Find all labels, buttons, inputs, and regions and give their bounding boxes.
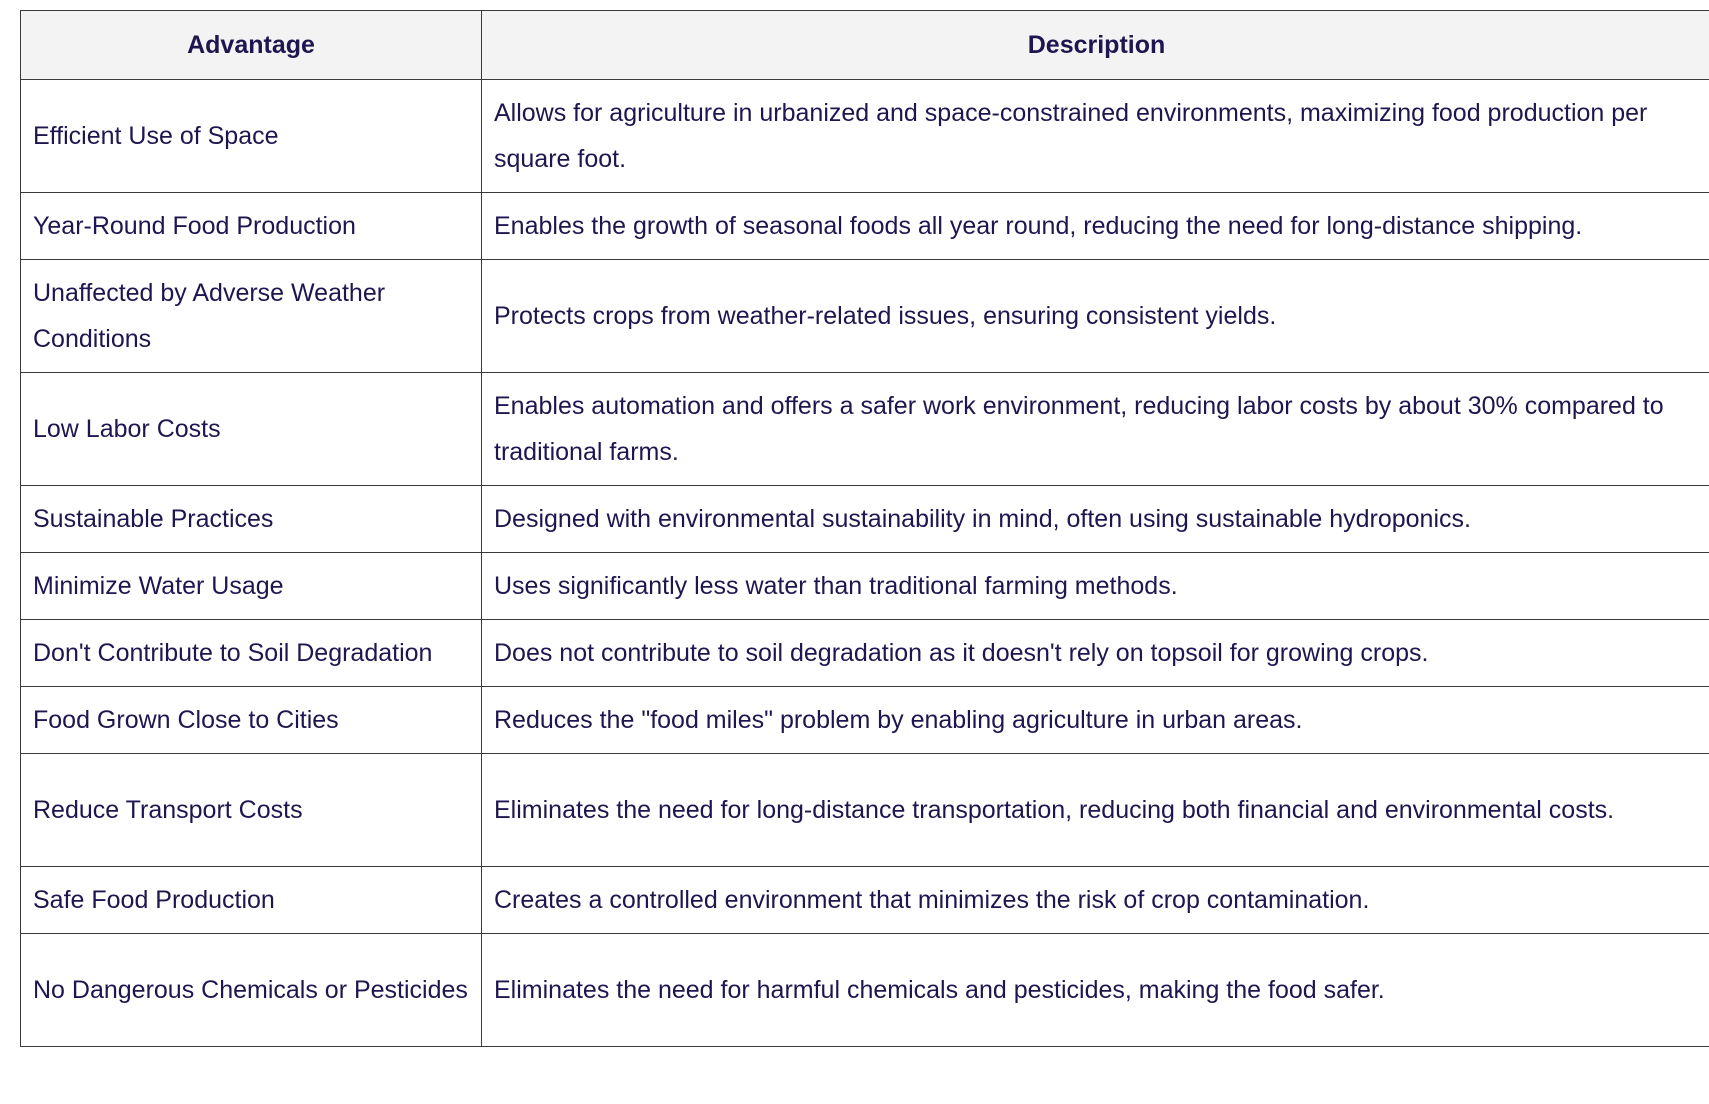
table-header: [21, 11, 1709, 80]
table-row: [21, 754, 1709, 867]
table-row: [21, 934, 1709, 1047]
advantage-cell: Year-Round Food Production: [21, 193, 482, 260]
advantage-cell: Minimize Water Usage: [21, 553, 482, 620]
advantages-table-container: [20, 10, 1709, 1047]
description-cell: Uses significantly less water than traditional farming methods.: [482, 553, 1709, 620]
table-row: [21, 193, 1709, 260]
header-description: Description: [482, 11, 1709, 80]
description-cell: Eliminates the need for long-distance transportation, reducing both financial and environmental costs.: [482, 754, 1709, 867]
table-row: [21, 373, 1709, 486]
description-cell: Reduces the "food miles" problem by enabling agriculture in urban areas.: [482, 687, 1709, 754]
advantage-cell: Unaffected by Adverse Weather Conditions: [21, 260, 482, 373]
table-row: [21, 80, 1709, 193]
table-row: [21, 620, 1709, 687]
description-cell: Enables automation and offers a safer work environment, reducing labor costs by about 30% compared to traditional farms.: [482, 373, 1709, 486]
advantage-cell: Low Labor Costs: [21, 373, 482, 486]
description-cell: Enables the growth of seasonal foods all year round, reducing the need for long-distance shipping.: [482, 193, 1709, 260]
description-cell: Does not contribute to soil degradation as it doesn't rely on topsoil for growing crops.: [482, 620, 1709, 687]
description-cell: Creates a controlled environment that minimizes the risk of crop contamination.: [482, 867, 1709, 934]
header-row: [21, 11, 1709, 80]
advantage-cell: No Dangerous Chemicals or Pesticides: [21, 934, 482, 1047]
advantage-cell: Food Grown Close to Cities: [21, 687, 482, 754]
table-row: [21, 867, 1709, 934]
table-row: [21, 687, 1709, 754]
advantages-table: [20, 10, 1709, 1047]
description-cell: Allows for agriculture in urbanized and space-constrained environments, maximizing food production per square foot.: [482, 80, 1709, 193]
advantage-cell: Efficient Use of Space: [21, 80, 482, 193]
advantage-cell: Safe Food Production: [21, 867, 482, 934]
advantage-cell: Sustainable Practices: [21, 486, 482, 553]
description-cell: Designed with environmental sustainability in mind, often using sustainable hydroponics.: [482, 486, 1709, 553]
advantage-cell: Reduce Transport Costs: [21, 754, 482, 867]
advantage-cell: Don't Contribute to Soil Degradation: [21, 620, 482, 687]
description-cell: Eliminates the need for harmful chemicals and pesticides, making the food safer.: [482, 934, 1709, 1047]
table-body: [21, 80, 1709, 1047]
header-advantage: Advantage: [21, 11, 482, 80]
table-row: [21, 260, 1709, 373]
description-cell: Protects crops from weather-related issues, ensuring consistent yields.: [482, 260, 1709, 373]
table-row: [21, 553, 1709, 620]
table-row: [21, 486, 1709, 553]
